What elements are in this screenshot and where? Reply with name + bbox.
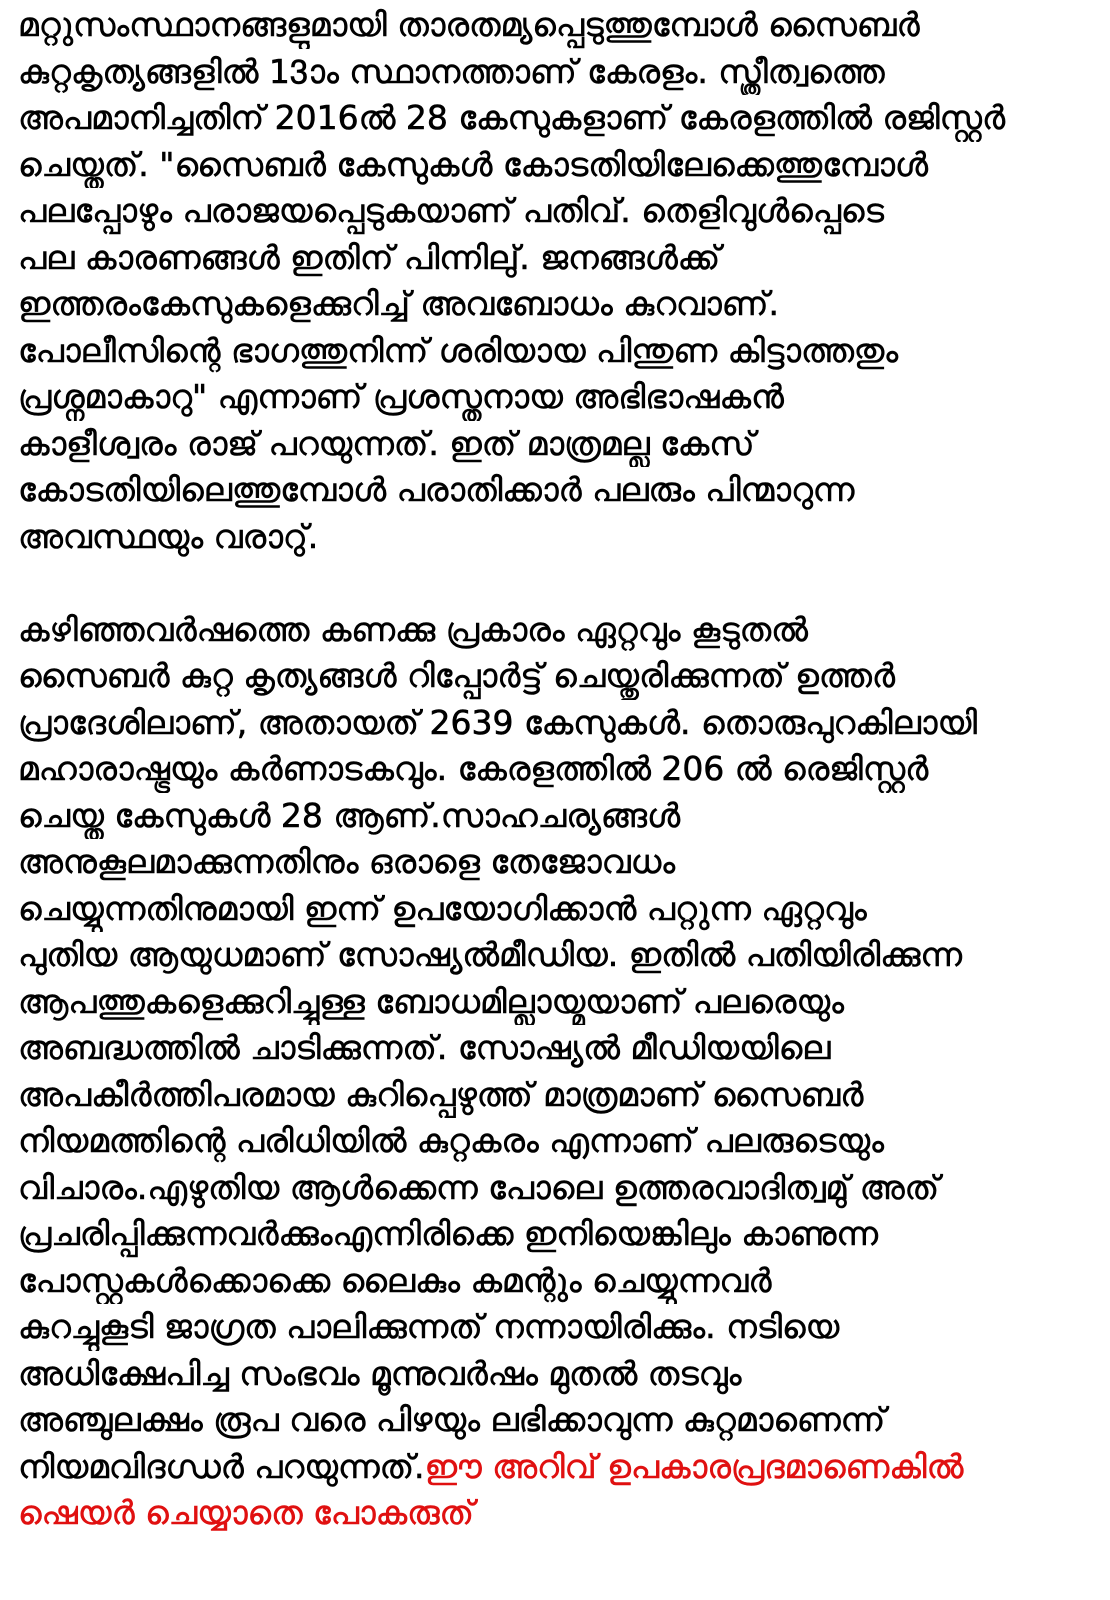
paragraph-1 [18,2,1092,560]
text-line: പുതിയ ആയുധമാണ് സോഷ്യൽമീഡിയ. ഇതിൽ പതിയിരിക്കുന്ന [18,935,963,974]
text-line: കുറച്ചുകൂടി ജാഗ്രത പാലിക്കുന്നത് നന്നായിരിക്കും. നടിയെ [18,1307,840,1346]
text-line: പല കാരണങ്ങൾ ഇതിന് പിന്നിലു്. ജനങ്ങൾക്ക് [18,237,721,277]
share-appeal-text: ഈ അറിവ് ഉപകാരപ്രദമാണെകിൽ [424,1446,964,1486]
text-line: കുറ്റകൃത്യങ്ങളിൽ 13ാം സ്ഥാനത്താണ് കേരളം. സ്ത്രീത്വത്തെ [18,51,885,91]
text-line: കാളീശ്വരം രാജ് പറയുന്നത്. ഇത് മാത്രമല്ല കേസ് [18,423,755,463]
text-line: അപകീർത്തിപരമായ കുറിപ്പെഴുത്ത് മാത്രമാണ് സൈബർ [18,1074,864,1114]
text-line: ചെയ്യുന്നതിനുമായി ഇന്ന് ഉപയോഗിക്കാൻ പറ്റുന്ന ഏറ്റവും [18,888,867,928]
paragraph-2 [18,607,1092,1537]
text-line: മറ്റുസംസ്ഥാനങ്ങളുമായി താരതമ്യപ്പെടുത്തുമ്പോൾ സൈബർ [18,5,920,44]
text-line: പോലീസിന്റെ ഭാഗത്തുനിന്ന് ശരിയായ പിന്തുണ കിട്ടാത്തതും [18,330,899,370]
text-line: ചെയ്തത്. "സൈബർ കേസുകൾ കോടതിയിലേക്കെത്തുമ്പോൾ [18,144,929,184]
text-line: സൈബർ കുറ്റ കൃത്യങ്ങൾ റിപ്പോർട്ട് ചെയ്തുരിക്കുന്നത് ഉത്തർ [18,656,895,695]
paragraph-gap [18,560,1092,607]
text-line: അബദ്ധത്തിൽ ചാടിക്കുന്നത്. സോഷ്യൽ മീഡിയയിലെ [18,1028,831,1067]
text-line: കോടതിയിലെത്തുമ്പോൾ പരാതിക്കാർ പലരും പിന്മാറുന്ന [18,470,855,509]
share-appeal-line: ഷെയർ ചെയ്യാതെ പോകരുത് [18,1493,474,1532]
text-line: പ്രശ്നമാകാറു" എന്നാണ് പ്രശസ്തനായ അഭിഭാഷകൻ [18,377,784,416]
text-line: പ്രചരിപ്പിക്കുന്നവർക്കുംഎന്നിരിക്കെ ഇനിയെങ്കിലും കാണുന്ന [18,1214,879,1253]
text-line: ആപത്തുകളെക്കുറിച്ചുള്ള ബോധമില്ലായ്മയാണ് പലരെയും [18,981,844,1021]
text-line: മഹാരാഷ്ട്രയും കർണാടകവും. കേരളത്തിൽ 206 ൽ രെജിസ്റ്റർ [18,749,929,788]
text-line: നിയമത്തിന്റെ പരിധിയിൽ കുറ്റകരം എന്നാണ് പലരുടെയും [18,1121,884,1160]
closing-line [18,1444,1092,1491]
text-line: വിചാരം.എഴുതിയ ആൾക്കെന്ന പോലെ ഉത്തരവാദിത്വമു് അത് [18,1167,940,1207]
text-line: കഴിഞ്ഞവർഷത്തെ കണക്കു പ്രകാരം ഏറ്റവും കൂടുതൽ [18,609,808,649]
text-line: അഞ്ചുലക്ഷം രൂപ വരെ പിഴയും ലഭിക്കാവുന്ന കുറ്റമാണെന്ന് [18,1400,886,1439]
text-line: പലപ്പോഴും പരാജയപ്പെടുകയാണ് പതിവ്. തെളിവുൾപ്പെടെ [18,191,884,230]
text-line: അപമാനിച്ചതിന് 2016ൽ 28 കേസുകളാണ് കേരളത്തിൽ രജിസ്റ്റർ [18,98,1006,137]
text-line: അനുകൂലമാക്കുന്നതിനും ഒരാളെ തേജോവധം [18,842,676,881]
closing-text: നിയമവിദഗ്ധർ പറയുന്നത്. [18,1446,425,1486]
text-line: പ്രാദേശിലാണ്, അതായത് 2639 കേസുകൾ. തൊരുപുറകിലായി [18,702,978,742]
text-line: അവസ്ഥയും വരാറു്. [18,516,319,556]
text-line: അധിക്ഷേപിച്ച സംഭവം മൂന്നുവർഷം മുതൽ തടവും [18,1353,742,1393]
text-line: പോസ്റ്റുകൾക്കൊക്കെ ലൈകും കമന്റും ചെയ്യുന്നവർ [18,1260,772,1300]
text-line: ചെയ്ത കേസുകൾ 28 ആണ്.സാഹചര്യങ്ങൾ [18,795,681,835]
text-line: ഇത്തരംകേസുകളെക്കുറിച്ച് അവബോധം കുറവാണ്. [18,284,779,323]
